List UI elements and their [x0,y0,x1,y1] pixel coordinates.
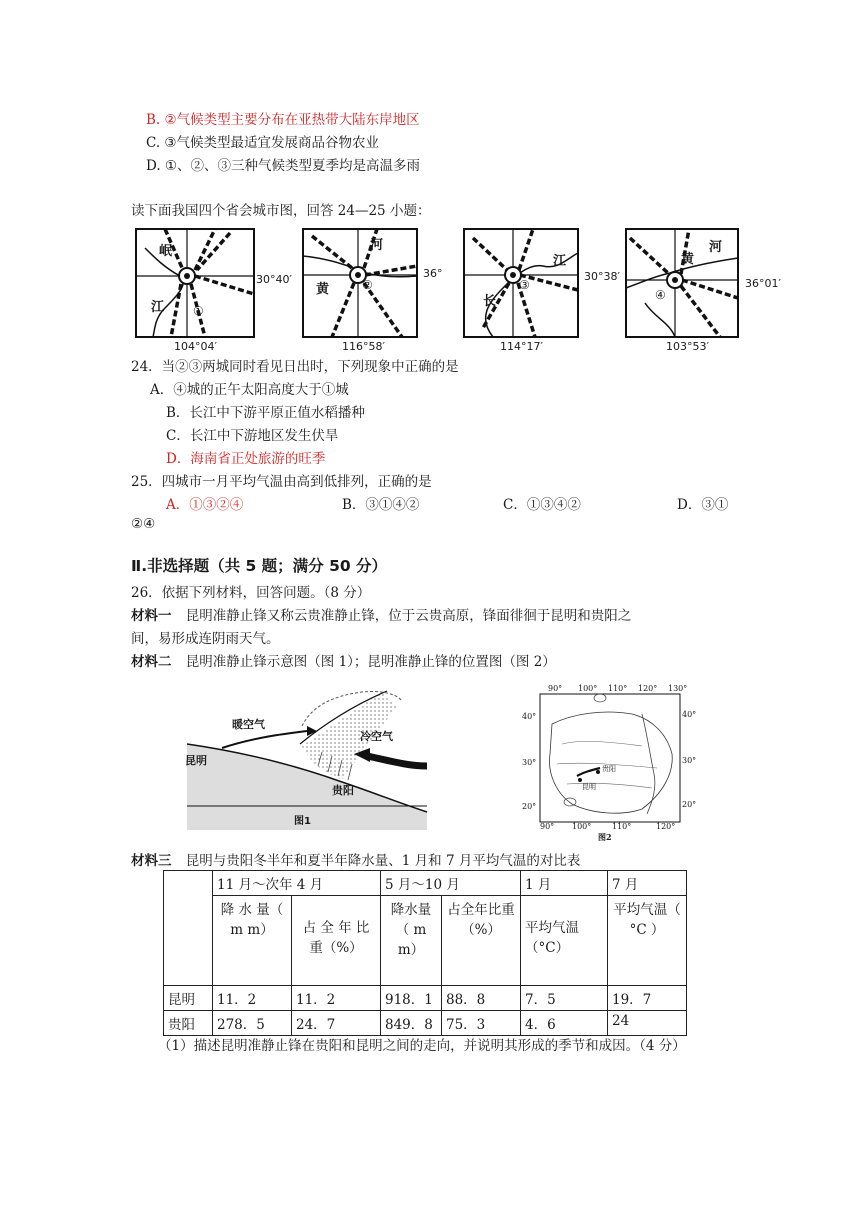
city-map-1-figure [135,228,255,338]
map2-lon: 116°58′ [342,340,385,353]
table-cell: 19．7 [608,986,687,1011]
map2-label-1: 河 [370,238,384,253]
table-cell: 24 [608,1011,687,1036]
fig2-left-tick-2: 30° [522,758,537,767]
table-header-winter: 11 月～次年 4 月 [213,871,381,896]
table-header-row-1 [164,871,687,896]
table-row [164,986,687,1011]
map4-lat: 36°01′ [745,277,781,290]
q24-stem: 24．当②③两城同时看见日出时，下列现象中正确的是 [131,359,459,375]
q24-option-b: B．长江中下游平原正值水稻播种 [166,405,365,421]
fig2-kunming-label: 昆明 [582,783,596,791]
map2-lat: 36° [423,267,443,280]
table-cell: 75．3 [442,1011,521,1036]
warm-air-label: 暖空气 [232,718,265,731]
figure-2-caption: 图2 [598,832,612,842]
table-cell: 4．6 [521,1011,608,1036]
map3-label-1: 江 [553,254,567,269]
city-map-4 [625,228,739,342]
fig2-guiyang-label: 贵阳 [602,765,616,773]
q24-option-c: C．长江中下游地区发生伏旱 [166,428,339,444]
fig2-left-tick-3: 20° [522,802,537,811]
table-cell: 918．1 [381,986,442,1011]
map3-label-2: 长 [483,294,497,309]
table-header-row-2 [164,896,687,986]
map2-label-2: 黄 [316,282,330,297]
section-2-title: Ⅱ.非选择题（共 5 题；满分 50 分） [131,557,388,575]
table-cell: 24．7 [292,1011,381,1036]
fig2-right-tick-2: 30° [682,756,697,765]
table-subheader-winter-precip: 降 水 量（ m m） [213,896,292,986]
fig2-left-tick-1: 40° [522,712,537,721]
city-map-2 [302,228,418,342]
fig2-top-tick-3: 110° [608,684,628,693]
table-subheader-summer-precip: 降水量（ m m） [381,896,442,986]
map3-number: ③ [519,278,530,292]
table-subheader-jul-temp: 平均气温（ °C ） [608,896,687,986]
map1-label-1: 岷 [159,244,173,259]
city-map-3 [463,228,579,342]
fig2-right-tick-1: 40° [682,710,697,719]
q25-option-d: D．③① [677,497,729,513]
cold-air-label: 冷空气 [360,730,393,743]
q25-option-d-cont: ②④ [131,516,156,532]
q24-option-d: D．海南省正处旅游的旺季 [166,451,326,467]
fig2-top-tick-1: 90° [548,684,563,693]
map4-lon: 103°53′ [666,340,709,353]
map2-number: ② [362,278,373,292]
table-city-kunming: 昆明 [164,986,213,1011]
table-cell: 11．2 [213,986,292,1011]
table-header-jul: 7 月 [608,871,687,896]
fig2-right-tick-3: 20° [682,800,697,809]
map1-label-2: 江 [151,300,165,315]
table-cell: 11．2 [292,986,381,1011]
q25-option-b: B．③①④② [342,497,420,513]
figure-2-location-map [522,684,698,840]
material-1-label: 材料一 [131,608,172,624]
q23-option-b: B. ②气候类型主要分布在亚热带大陆东岸地区 [146,112,420,128]
fig2-top-tick-4: 120° [638,684,658,693]
q26-material-2 [131,650,556,670]
q25-option-a: A．①③②④ [166,497,244,513]
q25-option-c: C．①③④② [503,497,581,513]
material-2-label: 材料二 [131,654,172,670]
table-subheader-summer-share: 占全年比重（%） [442,896,521,986]
figure-1-caption: 图1 [294,816,311,827]
table-header-summer: 5 月～10 月 [381,871,521,896]
table-cell: 849．8 [381,1011,442,1036]
figure-1-front-schematic [182,686,432,830]
q23-option-d: D. ①、②、③三种气候类型夏季均是高温多雨 [146,158,421,174]
table-cell: 278．5 [213,1011,292,1036]
table-row [164,1011,687,1036]
table-subheader-winter-share: 占 全 年 比 重（%） [292,896,381,986]
material-3-label: 材料三 [131,853,172,869]
fig2-bottom-tick-4: 120° [656,822,676,831]
table-cell: 7．5 [521,986,608,1011]
fig2-bottom-tick-3: 110° [612,822,632,831]
table-header-jan: 1 月 [521,871,608,896]
table-corner-cell [164,871,213,986]
city-map-1 [135,228,255,342]
material-1-text-cont: 间，易形成连阴雨天气。 [131,631,280,647]
map3-lat: 30°38′ [584,270,620,283]
fig2-top-tick-2: 100° [578,684,598,693]
map4-label-1: 黄 [681,252,695,267]
q25-stem: 25．四城市一月平均气温由高到低排列，正确的是 [131,474,432,490]
kunming-label: 昆明 [185,754,207,767]
map1-lat: 30°40′ [256,273,292,286]
q26-sub-question-1: （1）描述昆明准静止锋在贵阳和昆明之间的走向，并说明其形成的季节和成因。（4 分） [158,1038,686,1054]
table-subheader-jan-temp: 平均气温（°C） [521,896,608,986]
fig2-top-tick-5: 130° [668,684,688,693]
material-1-text: 昆明准静止锋又称云贵准静止锋，位于云贵高原，锋面徘徊于昆明和贵阳之 [185,608,632,624]
map4-number: ④ [655,288,666,302]
figure-2-drawing [522,684,698,840]
material-3-text: 昆明与贵阳冬半年和夏半年降水量、1 月和 7 月平均气温的对比表 [185,853,581,869]
map4-label-2: 河 [709,240,723,255]
figure-1-drawing [182,686,432,830]
intro-24-25: 读下面我国四个省会城市图，回答 24—25 小题： [131,203,431,219]
q26-material-1 [131,604,631,624]
q23-option-c: C. ③气候类型最适宜发展商品谷物农业 [146,135,380,151]
fig2-bottom-tick-1: 90° [540,822,555,831]
climate-comparison-table [163,870,687,1036]
q24-option-a: A．④城的正午太阳高度大于①城 [150,382,349,398]
map1-lon: 104°04′ [174,340,217,353]
q26-stem: 26．依据下列材料，回答问题。（8 分） [131,585,371,601]
map3-lon: 114°17′ [500,340,543,353]
q26-material-3 [131,849,580,869]
fig2-bottom-tick-2: 100° [572,822,592,831]
guiyang-label: 贵阳 [332,784,354,797]
map1-number: ① [193,304,204,318]
table-cell: 88．8 [442,986,521,1011]
material-2-text: 昆明准静止锋示意图（图 1）；昆明准静止锋的位置图（图 2） [185,654,556,670]
table-city-guiyang: 贵阳 [164,1011,213,1036]
